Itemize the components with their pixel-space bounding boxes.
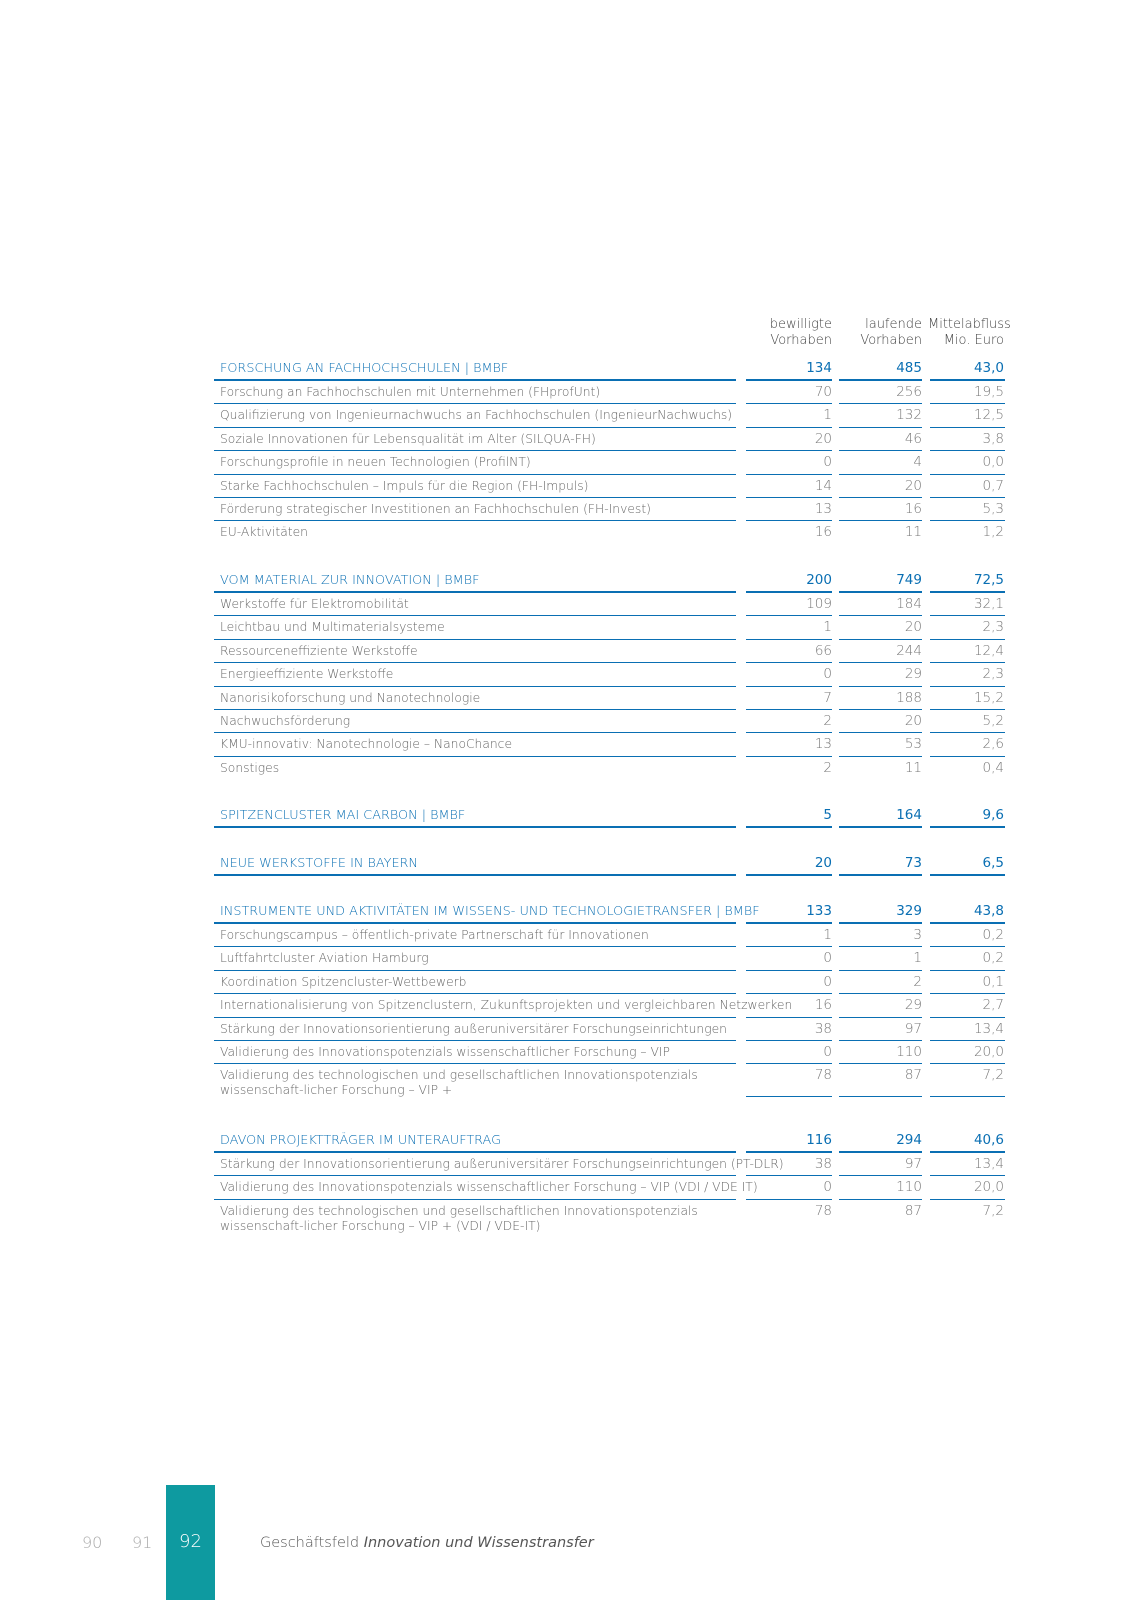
row-rule xyxy=(214,474,736,475)
row-rule xyxy=(839,732,922,733)
row-rule xyxy=(746,732,832,733)
row-rule xyxy=(746,474,832,475)
section-rule xyxy=(746,591,832,593)
row-value: 15,2 xyxy=(973,689,1004,706)
section-title: INSTRUMENTE UND AKTIVITÄTEN IM WISSENS- UND TECHNOLOGIETRANSFER | BMBF xyxy=(220,904,760,919)
row-value: 0 xyxy=(823,1179,832,1196)
row-rule xyxy=(214,427,736,428)
section-rule xyxy=(214,826,736,828)
row-rule xyxy=(746,1096,832,1097)
row-value: 20,0 xyxy=(973,1179,1004,1196)
column-header-approved: bewilligte Vorhaben xyxy=(769,317,832,348)
row-value: 20 xyxy=(904,619,922,636)
row-value: 78 xyxy=(814,1067,832,1084)
row-value: 38 xyxy=(814,1020,832,1037)
row-value: 0,2 xyxy=(982,950,1004,967)
row-value: 19,5 xyxy=(973,384,1004,400)
section-rule xyxy=(839,591,922,593)
row-rule xyxy=(930,1199,1005,1200)
row-rule xyxy=(930,686,1005,687)
row-value: 132 xyxy=(896,407,922,424)
row-rule xyxy=(746,946,832,947)
row-label: Stärkung der Innovationsorientierung außeruniversitärer Forschungseinrichtungen xyxy=(220,1021,727,1036)
row-label: Nanorisikoforschung und Nanotechnologie xyxy=(220,690,481,705)
row-value: 7,2 xyxy=(982,1202,1004,1219)
section-total: 20 xyxy=(814,855,832,871)
row-value: 13,4 xyxy=(973,1020,1004,1037)
section-rule xyxy=(839,1151,922,1153)
row-value: 5,2 xyxy=(982,713,1004,729)
row-rule xyxy=(746,1063,832,1064)
row-value: 20,0 xyxy=(973,1044,1004,1060)
row-label: Leichtbau und Multimaterialsysteme xyxy=(220,620,445,635)
row-label: Starke Fachhochschulen – Impuls für die Region (FH-Impuls) xyxy=(220,478,589,493)
section-rule xyxy=(930,379,1005,381)
row-label: Forschungsprofile in neuen Technologien (ProfilNT) xyxy=(220,455,531,470)
row-value: 2,3 xyxy=(982,619,1004,636)
row-rule xyxy=(930,1017,1005,1018)
row-value: 11 xyxy=(904,524,922,541)
row-value: 66 xyxy=(814,642,832,659)
section-total: 116 xyxy=(806,1132,832,1148)
row-label: Werkstoffe für Elektromobilität xyxy=(220,597,409,611)
row-value: 1 xyxy=(823,407,832,424)
row-value: 0 xyxy=(823,1044,832,1060)
row-value: 13,4 xyxy=(973,1156,1004,1172)
section-total: 6,5 xyxy=(982,855,1004,871)
section-title: FORSCHUNG AN FACHHOCHSCHULEN | BMBF xyxy=(220,361,509,376)
row-value: 109 xyxy=(806,596,832,612)
row-value: 0 xyxy=(823,666,832,683)
section-rule xyxy=(746,379,832,381)
row-rule xyxy=(214,970,736,971)
row-rule xyxy=(746,993,832,994)
row-rule xyxy=(839,709,922,710)
row-rule xyxy=(839,686,922,687)
section-rule xyxy=(930,826,1005,828)
section-total: 73 xyxy=(904,855,922,871)
row-rule xyxy=(214,403,736,404)
row-value: 38 xyxy=(814,1156,832,1172)
section-rule xyxy=(839,874,922,876)
row-value: 53 xyxy=(904,736,922,753)
section-rule xyxy=(214,1151,736,1153)
row-rule xyxy=(214,1063,736,1064)
row-value: 1 xyxy=(823,619,832,636)
row-value: 13 xyxy=(814,736,832,753)
row-rule xyxy=(930,474,1005,475)
section-total: 294 xyxy=(896,1132,922,1148)
column-header-running: laufende Vorhaben xyxy=(860,317,922,348)
section-rule xyxy=(746,874,832,876)
section-title: NEUE WERKSTOFFE IN BAYERN xyxy=(220,856,419,871)
row-rule xyxy=(930,1063,1005,1064)
section-rule xyxy=(214,379,736,381)
row-value: 20 xyxy=(814,430,832,447)
row-label: Qualifizierung von Ingenieurnachwuchs an Fachhochschulen (IngenieurNachwuchs) xyxy=(220,408,733,423)
row-value: 2 xyxy=(823,759,832,776)
row-rule xyxy=(839,970,922,971)
row-rule xyxy=(746,639,832,640)
row-rule xyxy=(746,497,832,498)
row-rule xyxy=(930,993,1005,994)
row-rule xyxy=(839,1063,922,1064)
section-rule xyxy=(930,591,1005,593)
row-rule xyxy=(930,427,1005,428)
row-value: 7,2 xyxy=(982,1067,1004,1084)
section-total: 749 xyxy=(896,572,922,588)
row-rule xyxy=(746,427,832,428)
page-number-current: 92 xyxy=(179,1531,202,1552)
row-value: 0 xyxy=(823,950,832,967)
row-label: Förderung strategischer Investitionen an Fachhochschulen (FH-Invest) xyxy=(220,502,651,516)
row-label: Soziale Innovationen für Lebensqualität im Alter (SILQUA-FH) xyxy=(220,431,596,446)
row-value: 0 xyxy=(823,454,832,471)
row-rule xyxy=(839,427,922,428)
row-rule xyxy=(930,709,1005,710)
row-rule xyxy=(214,709,736,710)
row-rule xyxy=(746,662,832,663)
row-value: 87 xyxy=(904,1202,922,1219)
section-total: 200 xyxy=(806,572,832,588)
row-value: 2 xyxy=(823,713,832,729)
section-title: SPITZENCLUSTER MAI CARBON | BMBF xyxy=(220,808,466,823)
row-rule xyxy=(214,1199,736,1200)
row-rule xyxy=(839,1096,922,1097)
row-value: 16 xyxy=(814,524,832,541)
section-rule xyxy=(746,922,832,924)
row-rule xyxy=(746,970,832,971)
row-rule xyxy=(839,403,922,404)
row-rule xyxy=(839,639,922,640)
row-value: 2,3 xyxy=(982,666,1004,683)
row-rule xyxy=(839,1017,922,1018)
row-value: 0,1 xyxy=(982,973,1004,990)
row-rule xyxy=(746,756,832,757)
section-rule xyxy=(214,922,736,924)
row-value: 29 xyxy=(904,666,922,683)
section-total: 9,6 xyxy=(982,807,1004,823)
row-rule xyxy=(746,709,832,710)
row-rule xyxy=(839,450,922,451)
row-rule xyxy=(746,1040,832,1041)
row-label: Ressourceneffiziente Werkstoffe xyxy=(220,643,418,658)
row-value: 0,4 xyxy=(982,759,1004,776)
row-label: Validierung des Innovationspotenzials wissenschaftlicher Forschung – VIP xyxy=(220,1045,670,1059)
row-rule xyxy=(930,520,1005,521)
row-value: 3 xyxy=(913,927,922,943)
row-rule xyxy=(839,946,922,947)
row-value: 1 xyxy=(823,927,832,943)
section-total: 43,0 xyxy=(973,360,1004,376)
row-rule xyxy=(839,474,922,475)
section-total: 72,5 xyxy=(973,572,1004,588)
section-rule xyxy=(746,826,832,828)
row-rule xyxy=(214,615,736,616)
row-value: 1 xyxy=(913,950,922,967)
row-rule xyxy=(214,686,736,687)
row-rule xyxy=(930,662,1005,663)
row-rule xyxy=(214,1017,736,1018)
row-value: 97 xyxy=(904,1020,922,1037)
row-rule xyxy=(214,497,736,498)
row-label: Forschung an Fachhochschulen mit Unternehmen (FHprofUnt) xyxy=(220,385,601,399)
row-rule xyxy=(746,686,832,687)
row-rule xyxy=(746,450,832,451)
section-title: VOM MATERIAL ZUR INNOVATION | BMBF xyxy=(220,573,480,588)
row-label: KMU-innovativ: Nanotechnologie – NanoChance xyxy=(220,737,513,752)
row-rule xyxy=(930,639,1005,640)
row-value: 110 xyxy=(896,1044,922,1060)
section-rule xyxy=(839,826,922,828)
section-title: DAVON PROJEKTTRÄGER IM UNTERAUFTRAG xyxy=(220,1133,502,1148)
row-rule xyxy=(214,1040,736,1041)
row-value: 16 xyxy=(814,997,832,1014)
row-rule xyxy=(746,403,832,404)
row-rule xyxy=(839,662,922,663)
row-rule xyxy=(746,1199,832,1200)
row-value: 5,3 xyxy=(982,501,1004,517)
row-label: Validierung des technologischen und gesellschaftlichen Innovationspotenzials wissenschaft-licher Forschung – VIP + xyxy=(220,1068,698,1098)
row-label: Forschungscampus – öffentlich-private Partnerschaft für Innovationen xyxy=(220,928,649,942)
row-rule xyxy=(746,1017,832,1018)
row-value: 7 xyxy=(823,689,832,706)
section-total: 40,6 xyxy=(973,1132,1004,1148)
row-value: 11 xyxy=(904,759,922,776)
row-rule xyxy=(746,615,832,616)
row-value: 256 xyxy=(896,384,922,400)
row-rule xyxy=(214,520,736,521)
row-value: 0,7 xyxy=(982,477,1004,494)
page-number-90[interactable]: 90 xyxy=(82,1533,103,1552)
row-value: 2,6 xyxy=(982,736,1004,753)
row-rule xyxy=(839,520,922,521)
row-rule xyxy=(214,639,736,640)
row-rule xyxy=(214,946,736,947)
row-value: 87 xyxy=(904,1067,922,1084)
footer-title: Geschäftsfeld Innovation und Wissenstransfer xyxy=(260,1535,594,1551)
section-rule xyxy=(839,379,922,381)
section-total: 43,8 xyxy=(973,903,1004,919)
section-rule xyxy=(930,1151,1005,1153)
row-rule xyxy=(214,450,736,451)
row-rule xyxy=(839,615,922,616)
row-label: Nachwuchsförderung xyxy=(220,714,351,728)
row-value: 29 xyxy=(904,997,922,1014)
row-rule xyxy=(930,403,1005,404)
row-value: 0,2 xyxy=(982,927,1004,943)
page-number-91[interactable]: 91 xyxy=(132,1533,153,1552)
row-rule xyxy=(214,732,736,733)
row-rule xyxy=(214,993,736,994)
row-rule xyxy=(839,1199,922,1200)
row-rule xyxy=(214,756,736,757)
row-value: 78 xyxy=(814,1202,832,1219)
row-value: 20 xyxy=(904,713,922,729)
row-value: 0,0 xyxy=(982,454,1004,471)
section-total: 329 xyxy=(896,903,922,919)
row-value: 32,1 xyxy=(973,596,1004,612)
row-rule xyxy=(746,520,832,521)
row-label: Sonstiges xyxy=(220,760,280,775)
row-rule xyxy=(839,497,922,498)
section-rule xyxy=(746,1151,832,1153)
row-value: 14 xyxy=(814,477,832,494)
row-label: Koordination Spitzencluster-Wettbewerb xyxy=(220,974,467,989)
row-value: 70 xyxy=(814,384,832,400)
row-value: 12,5 xyxy=(973,407,1004,424)
row-label: Stärkung der Innovationsorientierung außeruniversitärer Forschungseinrichtungen (PT-DLR) xyxy=(220,1157,784,1171)
row-value: 2,7 xyxy=(982,997,1004,1014)
row-label: Energieeffiziente Werkstoffe xyxy=(220,667,394,682)
column-header-funds: Mittelabfluss Mio. Euro xyxy=(928,317,1011,348)
row-rule xyxy=(839,1175,922,1176)
row-value: 3,8 xyxy=(982,430,1004,447)
row-label: Internationalisierung von Spitzenclustern, Zukunftsprojekten und vergleichbaren Netzwerken xyxy=(220,998,793,1013)
section-rule xyxy=(839,922,922,924)
row-rule xyxy=(930,732,1005,733)
row-value: 20 xyxy=(904,477,922,494)
row-rule xyxy=(930,615,1005,616)
row-value: 0 xyxy=(823,973,832,990)
row-value: 16 xyxy=(904,501,922,517)
row-label: EU-Aktivitäten xyxy=(220,525,308,540)
section-rule xyxy=(930,922,1005,924)
row-value: 1,2 xyxy=(982,524,1004,541)
row-rule xyxy=(839,756,922,757)
row-label: Luftfahrtcluster Aviation Hamburg xyxy=(220,951,429,966)
section-total: 5 xyxy=(823,807,832,823)
row-rule xyxy=(930,450,1005,451)
section-total: 485 xyxy=(896,360,922,376)
row-value: 188 xyxy=(896,689,922,706)
row-rule xyxy=(214,1175,736,1176)
row-rule xyxy=(930,970,1005,971)
row-value: 12,4 xyxy=(973,642,1004,659)
row-rule xyxy=(930,1175,1005,1176)
section-rule xyxy=(214,874,736,876)
row-value: 97 xyxy=(904,1156,922,1172)
row-rule xyxy=(930,756,1005,757)
row-rule xyxy=(839,1040,922,1041)
row-value: 110 xyxy=(896,1179,922,1196)
row-rule xyxy=(839,993,922,994)
row-value: 13 xyxy=(814,501,832,517)
row-rule xyxy=(930,497,1005,498)
row-value: 46 xyxy=(904,430,922,447)
row-rule xyxy=(930,1040,1005,1041)
section-rule xyxy=(214,591,736,593)
row-label: Validierung des technologischen und gesellschaftlichen Innovationspotenzials wissenschaft-licher Forschung – VIP + (VDI / VDE-IT) xyxy=(220,1203,698,1233)
section-total: 134 xyxy=(806,360,832,376)
row-rule xyxy=(214,662,736,663)
row-rule xyxy=(746,1175,832,1176)
row-rule xyxy=(930,946,1005,947)
row-value: 244 xyxy=(896,642,922,659)
row-value: 184 xyxy=(896,596,922,612)
section-rule xyxy=(930,874,1005,876)
section-total: 133 xyxy=(806,903,832,919)
row-rule xyxy=(930,1096,1005,1097)
section-total: 164 xyxy=(896,807,922,823)
row-label: Validierung des Innovationspotenzials wissenschaftlicher Forschung – VIP (VDI / VDE IT) xyxy=(220,1180,758,1195)
row-value: 4 xyxy=(913,454,922,471)
row-value: 2 xyxy=(913,973,922,990)
